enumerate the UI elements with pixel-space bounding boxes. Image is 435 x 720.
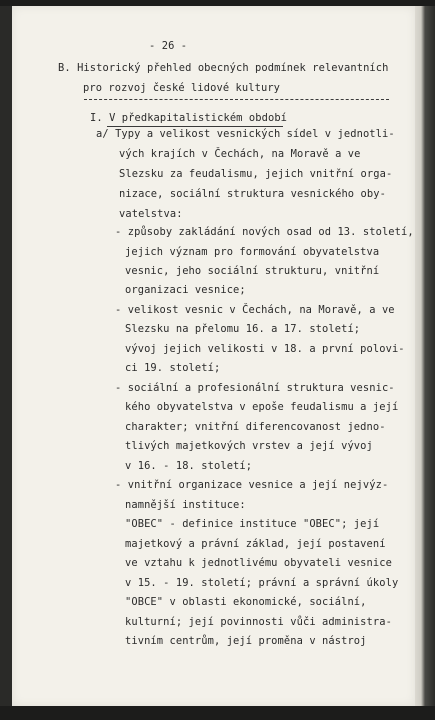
body-line: ve vztahu k jednotlivému obyvateli vesnice (125, 557, 392, 569)
body-line: Slezsku na přelomu 16. a 17. století; (125, 323, 361, 335)
body-line: - velikost vesnic v Čechách, na Moravě, a ve (115, 304, 395, 316)
body-line: - sociální a profesionální struktura vesnic- (115, 382, 395, 394)
body-line: nizace, sociální struktura vesnického oby- (119, 188, 386, 200)
body-line: namnější instituce: (125, 499, 246, 511)
body-line: a/ Typy a velikost vesnických sídel v jednotli- (96, 128, 395, 140)
dashed-underline (84, 99, 389, 100)
body-line: kulturní; její povinnosti vůči administra- (125, 616, 392, 628)
body-line: v 16. - 18. století; (125, 460, 253, 472)
body-line: ci 19. století; (125, 362, 221, 374)
body-line: "OBEC" - definice instituce "OBEC"; její (125, 518, 380, 530)
page-number: - 26 - (149, 40, 188, 52)
body-line: charakter; vnitřní diferencovanost jedno- (125, 421, 386, 433)
body-line: - způsoby zakládání nových osad od 13. století, (115, 226, 414, 238)
body-line: vatelstva: (119, 208, 183, 220)
body-line: v 15. - 19. století; právní a správní úkoly (125, 577, 399, 589)
subheading-underline (107, 126, 283, 127)
scan-background-bottom (0, 706, 435, 720)
body-line: organizaci vesnice; (125, 284, 246, 296)
body-line: tlivých majetkových vrstev a její vývoj (125, 440, 373, 452)
body-line: vých krajích v Čechách, na Moravě a ve (119, 148, 361, 160)
body-line: Slezsku za feudalismu, jejich vnitřní orga- (119, 168, 393, 180)
section-title-line-1: B. Historický přehled obecných podmínek relevantních (58, 62, 389, 74)
body-line: - vnitřní organizace vesnice a její nejvýz- (115, 479, 389, 491)
document-page (12, 6, 415, 706)
body-line: jejich význam pro formování obyvatelstva (125, 246, 380, 258)
body-line: kého obyvatelstva v epoše feudalismu a její (125, 401, 399, 413)
body-line: "OBCE" v oblasti ekonomické, sociální, (125, 596, 367, 608)
page-edge-shadow (415, 6, 435, 720)
body-line: vesnic, jeho sociální strukturu, vnitřní (125, 265, 380, 277)
body-line: majetkový a právní základ, její postavení (125, 538, 386, 550)
body-line: vývoj jejich velikosti v 18. a první polovi- (125, 343, 405, 355)
body-line: tivním centrům, její proměna v nástroj (125, 635, 367, 647)
section-title-line-2: pro rozvoj české lidové kultury (83, 82, 281, 94)
subheading: I. V předkapitalistickém období (90, 112, 288, 124)
